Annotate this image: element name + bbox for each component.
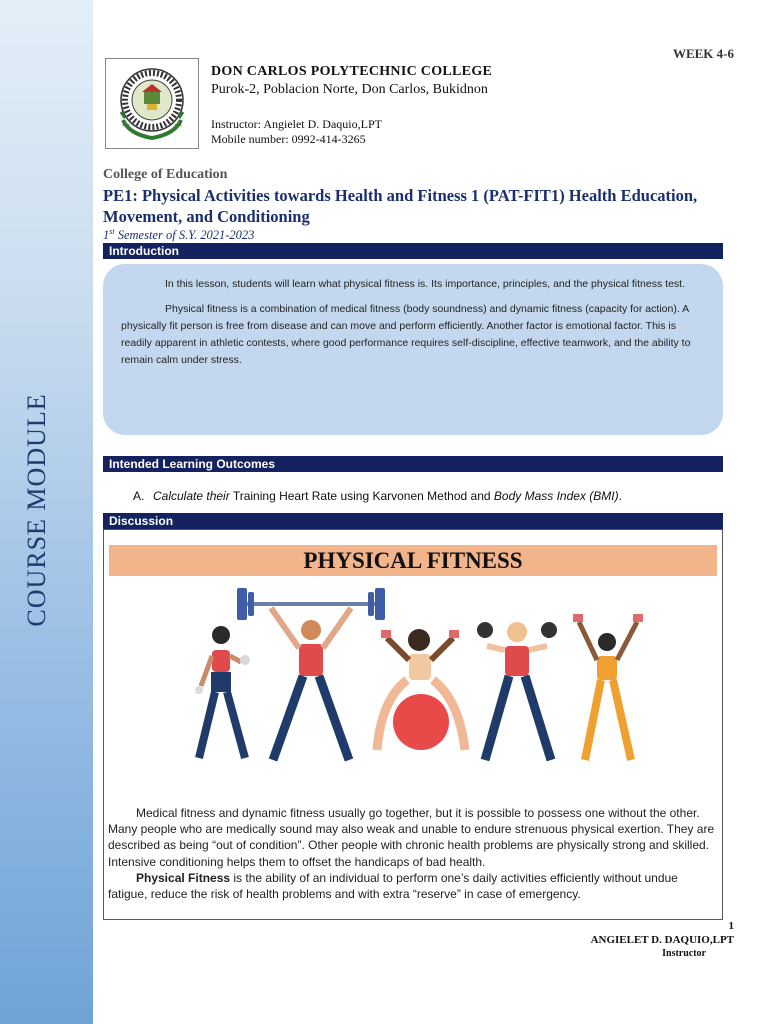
course-title: PE1: Physical Activities towards Health and Fitness 1 (PAT-FIT1) Health Education, Movement, and Conditioning bbox=[103, 186, 698, 226]
sidebar-gradient bbox=[0, 0, 93, 1024]
people-exercising-illustration bbox=[149, 580, 679, 785]
department-label: College of Education bbox=[103, 167, 228, 182]
college-address: Purok-2, Poblacion Norte, Don Carlos, Bukidnon bbox=[211, 82, 488, 97]
intro-paragraph-2: Physical fitness is a combination of medical fitness (body soundness) and dynamic fitness (capacity for action). A physically fit person is free from disease and can move and perform efficiently. Another factor is emotional factor. This is readily apparent in athletic contests, where good performance requires self-discipline, effective teamwork, and the ability to remain calm under stress. bbox=[121, 303, 691, 366]
signature-role: Instructor bbox=[662, 948, 706, 959]
signature-name: ANGIELET D. DAQUIO,LPT bbox=[590, 934, 734, 946]
semester-label: 1st Semester of S.Y. 2021-2023 bbox=[103, 227, 255, 243]
intro-paragraph-1: In this lesson, students will learn what physical fitness is. Its importance, principles, and the physical fitness test. bbox=[165, 278, 685, 290]
week-label: WEEK 4-6 bbox=[672, 46, 734, 61]
introduction-header: Introduction bbox=[103, 243, 723, 259]
college-seal-icon bbox=[105, 58, 199, 149]
physical-fitness-banner: PHYSICAL FITNESS bbox=[109, 545, 717, 576]
discussion-box bbox=[103, 529, 723, 920]
outcomes-header: Intended Learning Outcomes bbox=[103, 456, 723, 472]
outcome-item: A. Calculate their Training Heart Rate using Karvonen Method and Body Mass Index (BMI). bbox=[133, 489, 622, 503]
page-number: 1 bbox=[728, 920, 734, 932]
introduction-box bbox=[103, 264, 723, 435]
course-module-label: COURSE MODULE bbox=[22, 393, 51, 627]
mobile-number: Mobile number: 0992-414-3265 bbox=[211, 132, 366, 146]
discussion-text bbox=[108, 805, 720, 902]
discussion-paragraph-1: Medical fitness and dynamic fitness usually go together, but it is possible to possess one without the other. Many people who are medically sound may also weak and unable to endure strenuous physical exertion. They are described as being “out of condition”. Other people with chronic health problems are physically strong and skilled. Intensive conditioning helps them to offset the handicaps of bad health. bbox=[108, 806, 715, 869]
instructor-name: Instructor: Angielet D. Daquio,LPT bbox=[211, 117, 382, 131]
college-name: DON CARLOS POLYTECHNIC COLLEGE bbox=[211, 64, 493, 79]
discussion-header: Discussion bbox=[103, 513, 723, 529]
discussion-paragraph-2: Physical Fitness is the ability of an individual to perform one’s daily activities efficiently without undue fatigue, reduce the risk of health problems and with extra “reserve” in case of emergency. bbox=[108, 870, 678, 902]
